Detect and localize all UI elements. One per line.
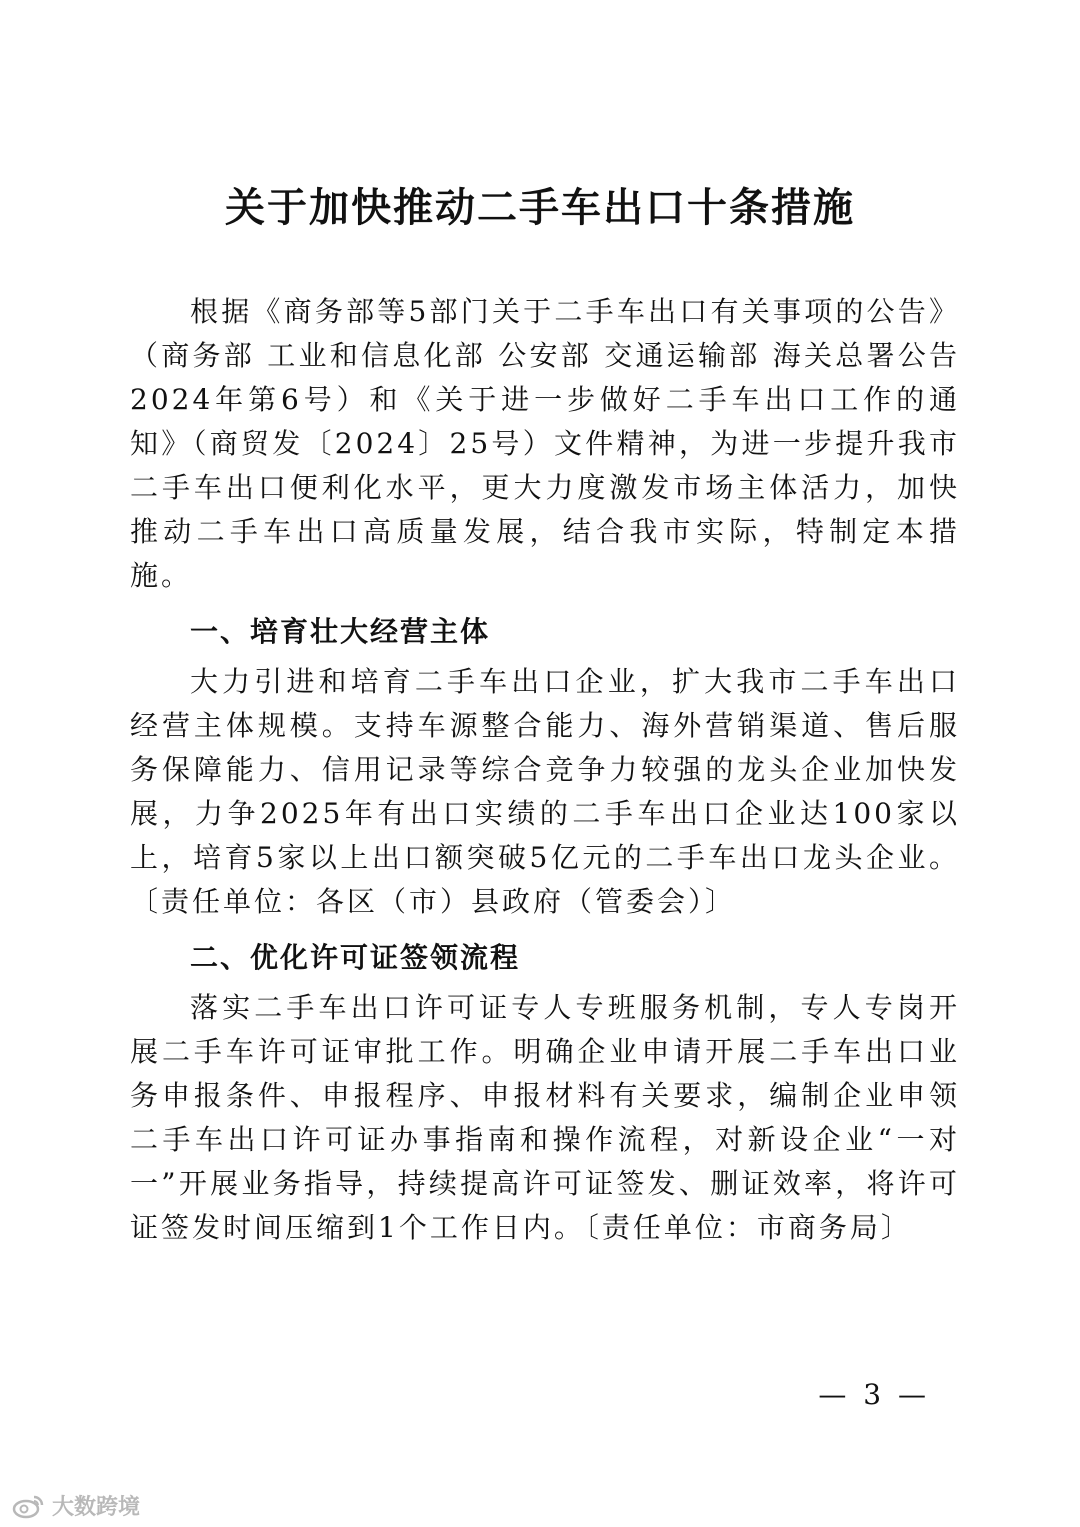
- page-number: — 3 —: [818, 1378, 930, 1411]
- document-body: [130, 290, 960, 1256]
- section-body-1: 大力引进和培育二手车出口企业，扩大我市二手车出口经营主体规模。支持车源整合能力、海外营销渠道、售后服务保障能力、信用记录等综合竞争力较强的龙头企业加快发展，力争2025年有出口实绩的二手车出口企业达100家以上，培育5家以上出口额突破5亿元的二手车出口龙头企业。〔责任单位：各区（市）县政府（管委会）〕: [130, 665, 960, 918]
- section-heading-1: 一、培育壮大经营主体: [190, 615, 491, 648]
- section-heading-2: 二、优化许可证签领流程: [190, 941, 521, 974]
- document-title: 关于加快推动二手车出口十条措施: [225, 185, 855, 231]
- section-body-2: 落实二手车出口许可证专人专班服务机制，专人专岗开展二手车许可证审批工作。明确企业申请开展二手车出口业务申报条件、申报程序、申报材料有关要求，编制企业申领二手车出口许可证办事指南和操作流程，对新设企业“一对一”开展业务指导，持续提高许可证签发、删证效率，将许可证签发时间压缩到1个工作日内。〔责任单位：市商务局〕: [130, 991, 960, 1244]
- watermark-text: 大数跨境: [52, 1495, 141, 1520]
- watermark: [12, 1490, 140, 1521]
- weibo-icon: [12, 1493, 46, 1519]
- intro-paragraph: 根据《商务部等5部门关于二手车出口有关事项的公告》（商务部 工业和信息化部 公安部 交通运输部 海关总署公告2024年第6号）和《关于进一步做好二手车出口工作的通知》（商贸发〔2024〕25号）文件精神，为进一步提升我市二手车出口便利化水平，更大力度激发市场主体活力，加快推动二手车出口高质量发展，结合我市实际，特制定本措施。: [130, 295, 960, 592]
